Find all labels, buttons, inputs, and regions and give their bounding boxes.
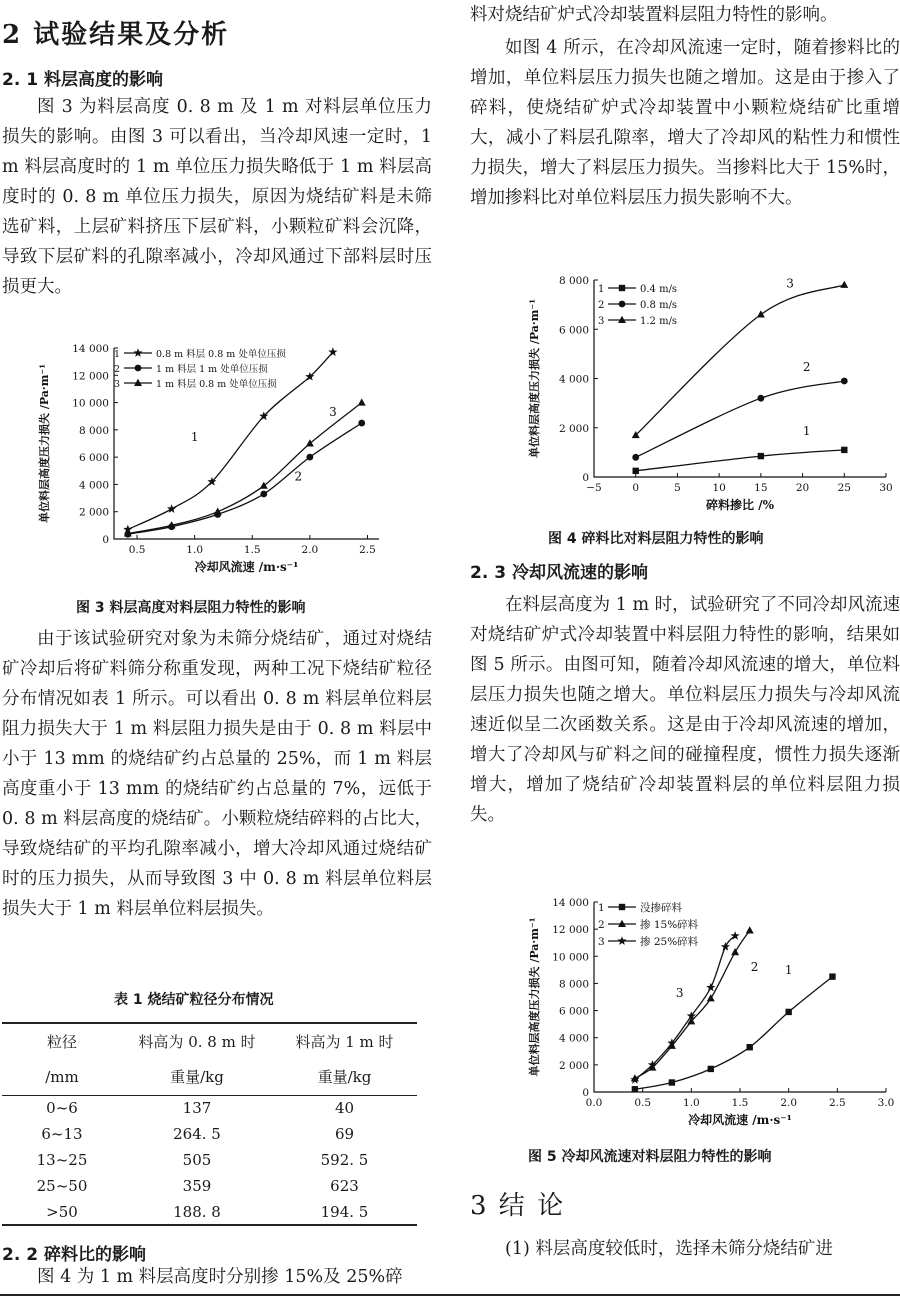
legend-entry: 0.8 m 料层 0.8 m 处单位压损 bbox=[156, 349, 286, 360]
data-point-series-1 bbox=[747, 1044, 753, 1050]
data-point-series-1 bbox=[708, 1066, 714, 1072]
y-tick-label: 2 000 bbox=[558, 1059, 589, 1072]
legend-marker bbox=[619, 285, 625, 291]
y-tick-label: 2 000 bbox=[78, 506, 109, 519]
data-point-series-1 bbox=[758, 453, 764, 459]
curve-label: 3 bbox=[786, 276, 794, 291]
table-cell: 25~50 bbox=[36, 1177, 88, 1195]
y-axis-label: 单位料层高度压力损失 /Pa·m⁻¹ bbox=[528, 917, 541, 1077]
data-point-series-1 bbox=[328, 347, 337, 356]
x-tick-label: 20 bbox=[795, 482, 810, 494]
figure-4-chart bbox=[500, 270, 900, 520]
table-row bbox=[2, 1095, 417, 1121]
data-point-series-1 bbox=[632, 1086, 638, 1092]
legend-number: 2 bbox=[598, 300, 605, 311]
data-point-series-2 bbox=[707, 994, 715, 1001]
data-point-series-2 bbox=[632, 454, 639, 461]
subsection-heading-2-1: 2. 1 料层高度的影响 bbox=[2, 70, 163, 90]
table-1-title: 表 1 烧结矿粒径分布情况 bbox=[114, 992, 274, 1008]
legend-marker bbox=[133, 348, 142, 357]
y-tick-label: 14 000 bbox=[552, 897, 589, 909]
legend-number: 1 bbox=[598, 902, 605, 914]
table-cell: 0~6 bbox=[46, 1099, 78, 1118]
y-tick-label: 8 000 bbox=[78, 424, 109, 437]
legend-entry: 1 m 料层 0.8 m 处单位压损 bbox=[156, 379, 277, 390]
y-tick-label: 0 bbox=[582, 472, 589, 484]
y-tick-label: 6 000 bbox=[558, 324, 589, 337]
x-tick-label: 0.0 bbox=[585, 1097, 603, 1109]
series-line-3 bbox=[635, 936, 735, 1080]
table-cell: 69 bbox=[334, 1125, 355, 1143]
x-tick-label: 2.0 bbox=[301, 544, 319, 556]
x-tick-label: 1.5 bbox=[243, 544, 261, 556]
table-header-row bbox=[2, 1059, 417, 1095]
table-header-cell: /mm bbox=[45, 1067, 79, 1086]
data-point-series-1 bbox=[633, 468, 639, 474]
table-header-cell: 重量/kg bbox=[170, 1068, 224, 1087]
y-tick-label: 14 000 bbox=[72, 343, 109, 355]
x-tick-label: 2.5 bbox=[828, 1097, 846, 1109]
curve-label: 2 bbox=[750, 960, 759, 975]
legend-entry: 0.4 m/s bbox=[640, 284, 678, 295]
paragraph-table-intro: 由于该试验研究对象为未筛分烧结矿，通过对烧结矿冷却后将矿料筛分称重发现，两种工况下烧结矿粒径分布情况如表 1 所示。可以看出 0. 8 m 料层单位料层阻力损失大于 1 m 料层阻力损失是由于 0. 8 m 料层中小于 13 mm 的烧结矿约占总量的 25%，而 1 m 料层高度重小于 13 mm 的烧结矿约占总量的 7%，远低于 0. 8 m 料层高度的烧结矿。小颗粒烧结碎料的占比大，导致烧结矿的平均孔隙率减小，增大冷却风通过烧结矿时的压力损失，从而导致图 3 中 0. 8 m 料层单位料层损失大于 1 m 料层单位料层损失。 bbox=[2, 629, 432, 919]
legend-number: 3 bbox=[114, 379, 121, 390]
legend-number: 3 bbox=[598, 316, 605, 327]
x-tick-label: 0.5 bbox=[634, 1097, 652, 1109]
legend-marker bbox=[617, 936, 626, 945]
data-point-series-3 bbox=[358, 398, 366, 405]
legend-marker bbox=[619, 301, 626, 308]
figure-4-caption: 图 4 碎料比对料层阻力特性的影响 bbox=[548, 531, 764, 547]
table-cell: >50 bbox=[46, 1202, 78, 1221]
x-axis-label: 冷却风流速 /m·s⁻¹ bbox=[688, 1113, 792, 1127]
table-cell: 592. 5 bbox=[320, 1151, 369, 1169]
legend-number: 2 bbox=[598, 919, 605, 931]
x-tick-label: 1.0 bbox=[682, 1097, 700, 1109]
legend-entry: 掺 15%碎料 bbox=[640, 919, 699, 931]
table-cell: 623 bbox=[330, 1177, 359, 1195]
y-tick-label: 6 000 bbox=[558, 1005, 589, 1018]
subsection-heading-2-3: 2. 3 冷却风流速的影响 bbox=[470, 563, 648, 583]
figure-3-caption: 图 3 料层高度对料层阻力特性的影响 bbox=[76, 600, 306, 616]
legend-number: 2 bbox=[114, 364, 121, 375]
legend-number: 1 bbox=[598, 284, 605, 295]
series-line-2 bbox=[635, 931, 750, 1079]
data-point-series-2 bbox=[260, 491, 267, 498]
x-tick-label: 1.0 bbox=[186, 544, 204, 556]
data-point-series-2 bbox=[731, 948, 739, 955]
data-point-series-1 bbox=[669, 1079, 675, 1085]
table-header-cell: 重量/kg bbox=[317, 1068, 372, 1087]
x-tick-label: 2.5 bbox=[359, 544, 376, 556]
table-cell: 359 bbox=[182, 1177, 212, 1195]
table-cell: 505 bbox=[182, 1151, 212, 1169]
paragraph-conclusion-1: (1) 料层高度较低时，选择未筛分烧结矿进 bbox=[505, 1239, 833, 1259]
y-tick-label: 4 000 bbox=[78, 479, 109, 492]
table-cell: 6~13 bbox=[41, 1125, 83, 1143]
table-row bbox=[2, 1173, 417, 1199]
data-point-series-3 bbox=[721, 942, 730, 951]
curve-label: 2 bbox=[802, 360, 811, 375]
x-tick-label: 0.5 bbox=[128, 544, 146, 556]
y-tick-label: 2 000 bbox=[558, 422, 589, 435]
y-tick-label: 10 000 bbox=[552, 951, 589, 964]
y-tick-label: 8 000 bbox=[558, 978, 589, 991]
y-tick-label: 8 000 bbox=[558, 275, 589, 287]
x-tick-label: 5 bbox=[674, 482, 681, 494]
data-point-series-3 bbox=[706, 983, 715, 992]
y-tick-label: 4 000 bbox=[558, 1032, 589, 1045]
data-point-series-2 bbox=[746, 926, 754, 933]
table-header-cell: 料高为 1 m 时 bbox=[295, 1033, 394, 1051]
y-axis-label: 单位料层高度压力损失 /Pa·m⁻¹ bbox=[38, 363, 51, 524]
paragraph-fig3-intro: 图 3 为料层高度 0. 8 m 及 1 m 对料层单位压力损失的影响。由图 3 可以看出，当冷却风速一定时，1 m 料层高度时的 1 m 单位压力损失略低于 1 m 料层高度时的 0. 8 m 单位压力损失，原因为烧结矿料是未筛选矿料，上层矿料挤压下层矿料，小颗粒矿料会沉降，导致下层矿料的孔隙率减小，冷却风通过下部料层时压损更大。 bbox=[2, 97, 432, 297]
paragraph-continued: 料对烧结矿炉式冷却装置料层阻力特性的影响。 bbox=[470, 5, 838, 25]
section-3-heading: 3 结 论 bbox=[470, 1191, 566, 1221]
legend-entry: 0.8 m/s bbox=[640, 300, 678, 311]
x-tick-label: 0 bbox=[632, 482, 640, 494]
paragraph-fig5-discussion: 在料层高度为 1 m 时，试验研究了不同冷却风流速对烧结矿炉式冷却装置中料层阻力特性的影响，结果如图 5 所示。由图可知，随着冷却风流速的增大，单位料层压力损失也随之增大。单位料层压力损失与冷却风流速近似呈二次函数关系。这是由于冷却风流速的增加，增大了冷却风与矿料之间的碰撞程度，惯性力损失逐渐增大，增加了烧结矿冷却装置料层的单位料层阻力损失。 bbox=[470, 595, 900, 825]
x-axis-label: 碎料掺比 /% bbox=[706, 498, 774, 512]
y-tick-label: 12 000 bbox=[72, 370, 109, 383]
x-tick-label: −5 bbox=[586, 482, 602, 494]
table-cell: 40 bbox=[334, 1099, 355, 1118]
table-row bbox=[2, 1147, 417, 1173]
legend-marker bbox=[135, 365, 142, 372]
x-tick-label: 2.0 bbox=[780, 1097, 798, 1109]
data-point-series-1 bbox=[841, 447, 847, 453]
table-cell: 194. 5 bbox=[320, 1202, 369, 1221]
chart-axes bbox=[114, 348, 379, 539]
table-header-cell: 料高为 0. 8 m 时 bbox=[138, 1033, 256, 1051]
data-point-series-2 bbox=[757, 395, 764, 402]
data-point-series-3 bbox=[840, 281, 848, 288]
table-header-cell: 粒径 bbox=[46, 1033, 77, 1051]
legend-entry: 没掺碎料 bbox=[640, 902, 682, 914]
y-tick-label: 10 000 bbox=[72, 397, 109, 410]
table-cell: 137 bbox=[182, 1099, 212, 1118]
x-tick-label: 25 bbox=[837, 482, 851, 494]
data-point-series-2 bbox=[306, 454, 313, 461]
legend-entry: 1 m 料层 1 m 处单位压损 bbox=[156, 364, 268, 375]
legend-marker bbox=[619, 904, 625, 910]
figure-5-caption: 图 5 冷却风流速对料层阻力特性的影响 bbox=[528, 1149, 772, 1165]
subsection-heading-2-2: 2. 2 碎料比的影响 bbox=[2, 1245, 146, 1265]
curve-label: 2 bbox=[294, 469, 303, 484]
paragraph-fig4-intro: 图 4 为 1 m 料层高度时分别掺 15%及 25%碎 bbox=[37, 1267, 403, 1287]
y-tick-label: 4 000 bbox=[558, 373, 589, 386]
series-line-1 bbox=[635, 977, 833, 1090]
section-heading: 2 试验结果及分析 bbox=[2, 20, 230, 50]
data-point-series-1 bbox=[167, 504, 176, 513]
curve-label: 3 bbox=[675, 986, 684, 1000]
data-point-series-2 bbox=[841, 378, 848, 385]
legend-number: 1 bbox=[114, 349, 121, 360]
curve-label: 1 bbox=[784, 962, 793, 977]
series-line-2 bbox=[636, 381, 845, 457]
y-axis-label: 单位料层高度压力损失 /Pa·m⁻¹ bbox=[528, 298, 541, 459]
data-point-series-3 bbox=[757, 310, 765, 317]
page-bottom-rule bbox=[0, 1294, 900, 1296]
chart-axes bbox=[594, 902, 886, 1092]
table-1 bbox=[2, 1022, 417, 1226]
data-point-series-1 bbox=[785, 1009, 791, 1015]
data-point-series-1 bbox=[829, 973, 835, 979]
table-cell: 13~25 bbox=[36, 1151, 88, 1169]
table-row bbox=[2, 1121, 417, 1147]
x-tick-label: 3.0 bbox=[877, 1097, 895, 1109]
table-row bbox=[2, 1199, 417, 1225]
y-tick-label: 6 000 bbox=[78, 452, 109, 465]
paragraph-fig4-discussion: 如图 4 所示，在冷却风流速一定时，随着掺料比的增加，单位料层压力损失也随之增加。这是由于掺入了碎料，使烧结矿炉式冷却装置中小颗粒烧结矿比重增大，减小了料层孔隙率，增大了冷却风的粘性力和惯性力损失，增大了料层压力损失。当掺料比大于 15%时，增加掺料比对单位料层压力损失影响不大。 bbox=[470, 38, 900, 208]
data-point-series-3 bbox=[260, 482, 268, 489]
curve-label: 1 bbox=[802, 424, 811, 439]
data-point-series-2 bbox=[358, 420, 365, 427]
figure-3-chart bbox=[22, 336, 402, 598]
curve-label: 1 bbox=[190, 429, 199, 444]
legend-entry: 1.2 m/s bbox=[640, 316, 678, 327]
table-cell: 264. 5 bbox=[173, 1125, 221, 1143]
figure-5-chart bbox=[500, 890, 900, 1140]
x-tick-label: 15 bbox=[754, 482, 768, 494]
x-tick-label: 30 bbox=[879, 482, 893, 494]
curve-label: 3 bbox=[329, 405, 337, 420]
x-tick-label: 1.5 bbox=[731, 1097, 749, 1109]
series-line-1 bbox=[636, 450, 845, 471]
legend-entry: 掺 25%碎料 bbox=[640, 936, 699, 948]
legend-number: 3 bbox=[598, 936, 605, 948]
x-tick-label: 10 bbox=[712, 482, 726, 494]
table-header-row bbox=[2, 1023, 417, 1059]
y-tick-label: 12 000 bbox=[552, 924, 589, 937]
x-axis-label: 冷却风流速 /m·s⁻¹ bbox=[194, 560, 299, 574]
y-tick-label: 0 bbox=[582, 1087, 589, 1099]
table-cell: 188. 8 bbox=[173, 1202, 221, 1221]
y-tick-label: 0 bbox=[102, 534, 109, 546]
